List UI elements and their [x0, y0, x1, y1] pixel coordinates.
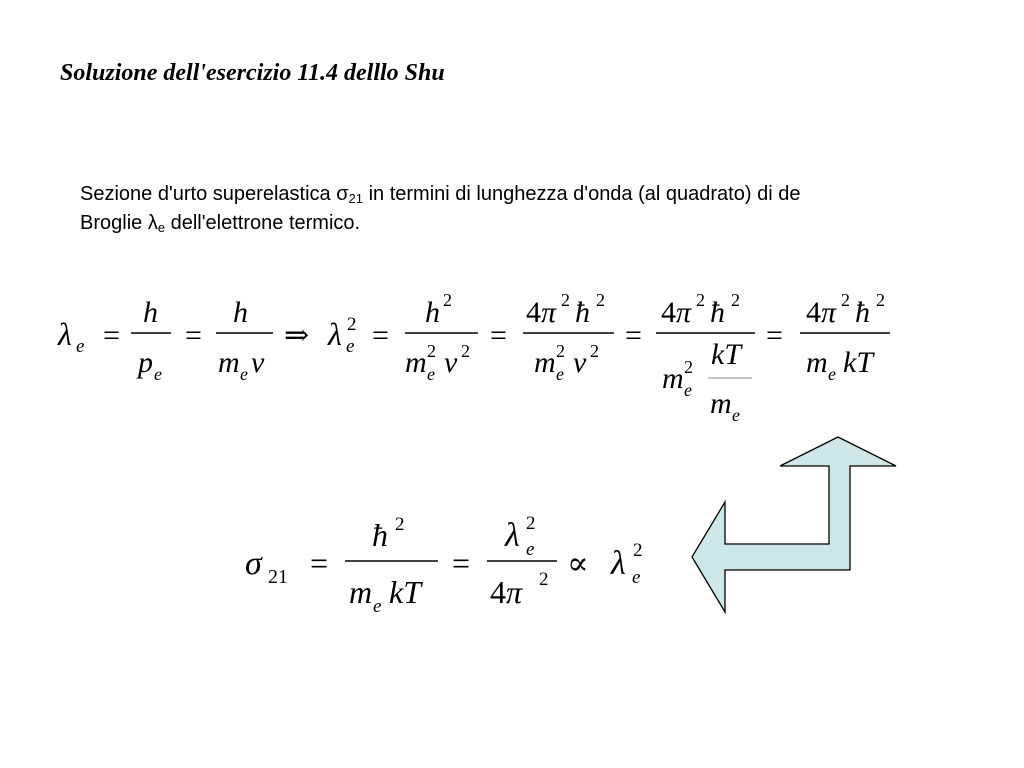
svg-text:v: v: [444, 346, 458, 379]
svg-text:2: 2: [596, 290, 605, 310]
svg-text:2: 2: [696, 290, 705, 310]
svg-text:2: 2: [633, 540, 643, 561]
sigma-symbol: σ: [336, 183, 349, 205]
svg-text:v: v: [251, 346, 265, 379]
svg-text:⇒: ⇒: [284, 319, 310, 352]
svg-text:2: 2: [539, 569, 549, 590]
svg-text:e: e: [556, 364, 564, 384]
svg-text:2: 2: [556, 341, 565, 361]
svg-text:2: 2: [443, 290, 452, 310]
svg-text:e: e: [240, 364, 248, 384]
svg-text:λ: λ: [505, 517, 520, 554]
svg-text:kT: kT: [389, 574, 421, 610]
svg-text:=: =: [310, 545, 329, 581]
svg-text:h: h: [425, 296, 440, 329]
svg-text:e: e: [427, 364, 435, 384]
svg-text:m: m: [218, 346, 240, 379]
svg-text:=: =: [766, 319, 783, 352]
svg-text:e: e: [346, 336, 355, 357]
svg-text:e: e: [632, 567, 641, 588]
svg-text:2: 2: [684, 357, 693, 377]
svg-text:ħ: ħ: [575, 296, 590, 329]
svg-text:λ: λ: [58, 316, 72, 352]
sigma-subscript: 21: [348, 191, 364, 206]
lambda-subscript: e: [157, 220, 166, 235]
svg-text:2: 2: [427, 341, 436, 361]
svg-text:4: 4: [806, 296, 821, 329]
svg-text:2: 2: [561, 290, 570, 310]
svg-text:m: m: [806, 346, 828, 379]
svg-text:2: 2: [731, 290, 740, 310]
svg-text:2: 2: [461, 341, 470, 361]
svg-text:=: =: [103, 319, 120, 352]
svg-text:e: e: [154, 364, 162, 384]
svg-text:m: m: [405, 346, 427, 379]
svg-text:2: 2: [347, 314, 357, 335]
svg-text:λ: λ: [611, 545, 626, 582]
svg-text:kT: kT: [711, 338, 741, 371]
svg-text:2: 2: [841, 290, 850, 310]
svg-text:h: h: [233, 296, 248, 329]
svg-text:4: 4: [490, 574, 506, 610]
svg-text:λ: λ: [328, 316, 342, 352]
svg-text:=: =: [372, 319, 389, 352]
svg-text:4: 4: [526, 296, 541, 329]
svg-text:ħ: ħ: [710, 296, 725, 329]
svg-text:e: e: [732, 405, 740, 425]
svg-text:2: 2: [876, 290, 885, 310]
svg-text:m: m: [349, 574, 373, 610]
description-part2: in termini di lunghezza d'onda (al quadrato) di de Broglie: [80, 183, 801, 234]
svg-text:π: π: [541, 296, 557, 329]
equation-de-broglie: [57, 290, 890, 425]
equation-sigma: [245, 513, 643, 617]
svg-text:e: e: [76, 336, 85, 357]
svg-text:21: 21: [268, 566, 288, 588]
svg-text:=: =: [625, 319, 642, 352]
arrow-shape: [692, 437, 896, 612]
svg-text:m: m: [662, 362, 684, 395]
return-arrow: [692, 437, 896, 612]
svg-text:2: 2: [526, 513, 536, 534]
svg-text:2: 2: [395, 514, 405, 535]
svg-text:ħ: ħ: [372, 517, 388, 553]
svg-text:kT: kT: [843, 346, 873, 379]
svg-text:=: =: [452, 545, 471, 581]
svg-text:m: m: [710, 387, 732, 420]
lambda-symbol: λ: [147, 212, 158, 234]
svg-text:e: e: [373, 596, 382, 617]
svg-text:e: e: [828, 364, 836, 384]
svg-text:m: m: [534, 346, 556, 379]
svg-text:v: v: [573, 346, 587, 379]
svg-text:σ: σ: [245, 545, 262, 582]
svg-text:π: π: [676, 296, 692, 329]
svg-text:e: e: [526, 539, 535, 560]
svg-text:p: p: [138, 346, 153, 379]
svg-text:π: π: [506, 574, 523, 610]
svg-text:2: 2: [590, 341, 599, 361]
slide-title: Soluzione dell'esercizio 11.4 delllo Shu: [60, 60, 445, 86]
svg-text:π: π: [821, 296, 837, 329]
svg-text:4: 4: [661, 296, 676, 329]
svg-text:e: e: [684, 380, 692, 400]
svg-text:ħ: ħ: [855, 296, 870, 329]
svg-text:=: =: [490, 319, 507, 352]
svg-text:∝: ∝: [567, 545, 589, 581]
svg-text:=: =: [185, 319, 202, 352]
description-part1: Sezione d'urto superelastica: [80, 183, 337, 205]
description-part3: dell'elettrone termico.: [165, 212, 361, 234]
svg-text:h: h: [143, 296, 158, 329]
